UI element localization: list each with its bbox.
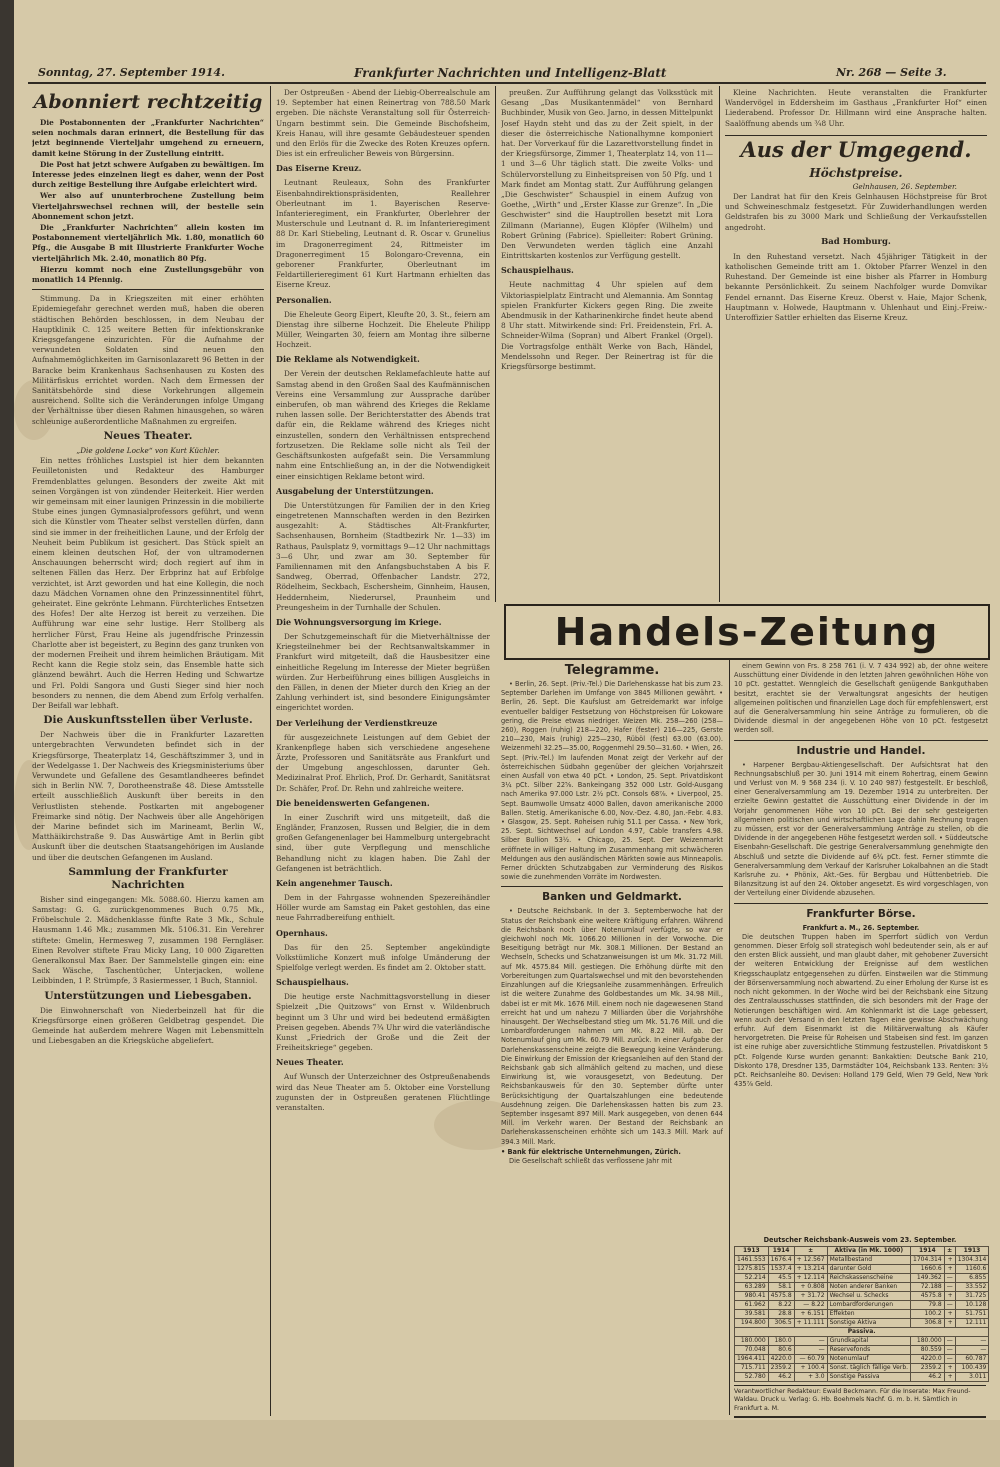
table-cell: 58.1 bbox=[768, 1283, 794, 1292]
table-cell: 28.8 bbox=[768, 1310, 794, 1319]
masthead-title: Frankfurter Nachrichten und Intelligenz-Blatt bbox=[354, 66, 667, 80]
table-cell: 6.855 bbox=[955, 1274, 989, 1283]
table-cell: + 6.151 bbox=[794, 1310, 827, 1319]
table-cell: Sonst. täglich fällige Verb. bbox=[827, 1364, 910, 1373]
honors-heading: Der Verleihung der Verdienstkreuze bbox=[276, 717, 438, 728]
table-cell: 1275.815 bbox=[735, 1265, 769, 1274]
subscribe-paragraph: Die Postabonnenten der „Frankfurter Nachrichten“ seien nochmals daran erinnert, die Bestellung für das jetzt beginnende Vierteljahr umgehend zu erneuern, damit keine Störung in der Zustellung eintritt. bbox=[32, 118, 264, 158]
table-cell: 72.188 bbox=[911, 1283, 945, 1292]
article-text: Die heutige erste Nachmittagsvorstellung in dieser Spielzeit „Die Quitzows“ von Ernst v. Wildenbruch beginnt um 3 Uhr und wird bei bedeutend ermäßigten Preisen gegeben. Abends 7¾ Uhr wird die vaterländische Kunst „Friedrich der Große und die Zeit der Freiheitskriege“ gegeben. bbox=[276, 992, 490, 1053]
masthead-page-info: Nr. 268 — Seite 3. bbox=[836, 66, 947, 79]
exchange-heading: Kein angenehmer Tausch. bbox=[276, 878, 393, 888]
article-text: Leutnant Reuleaux, Sohn des Frankfurter Eisenbahndirektionspräsidenten, Reallehrer Oberleutnant im 1. Bayerischen Reserve-Infanterieregiment, ein Frankfurter, Oberlehrer der Musterschule und Leutnant d. R. im Infanterieregiment 88 Dr. Karl Stiebeling, Leutnant d. R. Oscar v. Grunelius im Dragonerregiment 24, Rittmeister im Dragonerregiment 15 Bolongaro-Crevenna, ein geborener Frankfurter, Oberleutnant im Feldartillerieregiment 61 Kurt Hartmann erhielten das Eiserne Kreuz. bbox=[276, 178, 490, 290]
subscribe-paragraph: Wer also auf ununterbrochene Zustellung beim Vierteljahrswechsel rechnen will, der bestelle sein Abonnement schon jetzt. bbox=[32, 191, 264, 221]
table-cell: + bbox=[944, 1319, 955, 1328]
article-text: Stimmung. Da in Kriegszeiten mit einer erhöhten Epidemiegefahr gerechnet werden muß, haben die oberen städtischen Behörden beschlossen, in dem Neubau der Hauptklinik C. 125 weitere Betten für infektionskranke Kriegsgefangene einzurichten. Für die Aufnahme der verwundeten Soldaten sind neuen den Aufnahmemöglichkeiten im Garnisonlazarett 96 Betten in der Baracke beim Krankenhaus Sachsenhausen zu Kosten des Militärfiskus errichtet worden. Nach dem Ermessen der Sanitätsbehörde sind diese Vorkehrungen allgemein ausreichend. Sollte sich die Veränderungen infolge Umgang der Verhältnisse über diesen Rahmen hinausgehen, so wären schleunige außerordentliche Maßnahmen zu ergreifen. bbox=[32, 294, 264, 426]
table-cell: 1704.314 bbox=[911, 1256, 945, 1265]
region-heading: Aus der Umgegend. bbox=[740, 136, 972, 162]
table-header-cell: 1913 bbox=[955, 1247, 989, 1256]
newspaper-page bbox=[14, 0, 1000, 1467]
table-cell: Effekten bbox=[827, 1310, 910, 1319]
table-cell: 61.962 bbox=[735, 1301, 769, 1310]
table-cell: 79.8 bbox=[911, 1301, 945, 1310]
subscribe-heading: Abonniert rechtzeitig bbox=[33, 91, 263, 113]
table-cell: + 12.114 bbox=[794, 1274, 827, 1283]
table-cell: Sonstige Aktiva bbox=[827, 1319, 910, 1328]
housing-heading: Die Wohnungsversorgung im Kriege. bbox=[276, 616, 442, 627]
table-cell: 46.2 bbox=[911, 1373, 945, 1382]
table-cell: 10.128 bbox=[955, 1301, 989, 1310]
table-cell: Wechsel u. Schecks bbox=[827, 1292, 910, 1301]
table-cell: Lombardforderungen bbox=[827, 1301, 910, 1310]
table-title: Deutscher Reichsbank-Ausweis vom 23. September. bbox=[763, 1236, 957, 1244]
table-cell: 306.8 bbox=[911, 1319, 945, 1328]
table-cell: 52.214 bbox=[735, 1274, 769, 1283]
subscribe-notice bbox=[32, 118, 264, 285]
article-text: Der Landrat hat für den Kreis Gelnhausen Höchstpreise für Brot und Schweineschmalz festgesetzt. Für Zuwiderhandlungen werden Geldstrafen bis zu 3000 Mark und Schließung der Verkaufsstellen angedroht. bbox=[725, 192, 987, 232]
table-cell: 3.011 bbox=[955, 1373, 989, 1382]
play-heading: Schauspielhaus. bbox=[276, 977, 349, 988]
article-text: Bisher sind eingegangen: Mk. 5088.60. Hierzu kamen am Samstag: G. G. zurückgenommenes Buch 0.75 Mk., Fröbelschule 2. Mädchenklasse fünfte Rate 3 Mk., Schule Hausmann 1.46 Mk.; zusammen Mk. 5106.31. Ein Verehrer stiftete: Gmelin, Hermesweg 7, zusammen 198 Ferngläser. Einen Revolver stiftete Frau Micky Lang, 10 000 Zigaretten Generalkonsul Max Baer. Der Sammelstelle gingen ein: eine Sack Wäsche, Taschentücher, Unterjacken, wollene Leibbinden, 1 P. Strümpfe, 3 Rasiermesser, 1 Buch, Stanniol. bbox=[32, 894, 264, 986]
industry-heading: Industrie und Handel. bbox=[796, 744, 926, 757]
reichsbank-table-block bbox=[734, 1236, 986, 1436]
table-cell: 4575.8 bbox=[768, 1292, 794, 1301]
table-cell: 4220.0 bbox=[911, 1355, 945, 1364]
table-cell: 60.787 bbox=[955, 1355, 989, 1364]
table-cell: — 8.22 bbox=[794, 1301, 827, 1310]
table-header-cell: 1914 bbox=[768, 1247, 794, 1256]
table-cell: 1537.4 bbox=[768, 1265, 794, 1274]
column-divider bbox=[495, 86, 496, 602]
masthead-date: Sonntag, 27. September 1914. bbox=[38, 66, 225, 79]
article-text: Heute nachmittag 4 Uhr spielen auf dem Viktoriaspielplatz Eintracht und Alemannia. Am Sonntag spielen Frankfurter Kickers gegen Ring. Die zweite Abendmusik in der Katharinenkirche findet heute abend 8 Uhr statt. Mitwirkende sind: Frl. Freidenstein, Frl. A. Schneider-Wilma (Sopran) und Albert Frankel (Orgel). Die Vortragsfolge enthält Werke von Bach, Händel, Mendelssohn und Reger. Der Reinertrag ist für die Kriegsfürsorge bestimmt. bbox=[501, 280, 713, 372]
table-cell: + bbox=[944, 1256, 955, 1265]
table-cell: 45.5 bbox=[768, 1274, 794, 1283]
table-cell: + 13.214 bbox=[794, 1265, 827, 1274]
table-cell: 4220.0 bbox=[768, 1355, 794, 1364]
article-text: für ausgezeichnete Leistungen auf dem Gebiet der Krankenpflege haben sich verschiedene angesehene Ärzte, Professoren und Sanitätsräte aus Frankfurt und der Umgebung angeschlossen, darunter Geh. Medizinalrat Prof. Ehrlich, Prof. Dr. Gerhardt, Sanitätsrat Dr. Schäfer, Prof. Dr. Rehn und zahlreiche weitere. bbox=[276, 732, 490, 793]
telegram-text: • Berlin, 26. Sept. (Priv.-Tel.) Die Darlehenskasse hat bis zum 23. September Darlehen im Umfange von 3845 Millionen gewährt. • Berlin, 26. Sept. Die Kaufslust am Getreidemarkt war infolge eventueller baldiger Festsetzung von Höchstpreisen für Lokoware gering, die Preise etwas niedriger. Weizen Mk. 258—260 (258—260), Roggen (ruhig) 218—220, Hafer (fester) 216—225, Gerste 210—230, Mais (ruhig) 225—230, Rüböl (fest) 63.00 (63.00). Weizenmehl 32.25—35.00, Roggenmehl 29.50—31.60. • Wien, 26. Sept. (Priv.-Tel.) Im laufenden Monat zeigt der Verkehr auf der österreichischen Südbahn gegenüber der gleichen Vorjahrszeit einen Ausfall von etwa 40 pCt. • London, 25. Sept. Privatdiskont 3¼ pCt. Silber 22⅝. Bankeingang 352 000 Lstr. Gold-Ausgang nach Amerika 97.000 Lstr. 2½ pCt. Consols 68⅞. • Liverpool, 25. Sept. Baumwolle Umsatz 4000 Ballen, davon amerikanische 2000 Ballen. Stetig. Amerikanische 6.00, Nov.-Dez. 4.80, Jan.-Febr. 4.83. • Glasgow, 25. Sept. Roheisen ruhig 51.1 per Cassa. • New York, 25. Sept. Sichtwechsel auf London 4.97, Cable transfers 4.98. Silber Bullion 53½. • Chicago, 25. Sept. Der Weizenmarkt eröffnete in williger Haltung im Zusammenhang mit schwächeren Meldungen aus den ausländischen Märkten sowie aus Minneapolis. Ferner drückten Schutzabgaben zur Verminderung des Risikos sowie die zunehmenden Vorräte im Nordwesten. bbox=[501, 680, 723, 882]
section-rule bbox=[725, 135, 987, 136]
table-cell: — bbox=[955, 1337, 989, 1346]
table-cell: Noten anderer Banken bbox=[827, 1283, 910, 1292]
page-bottom-margin bbox=[14, 1420, 1000, 1467]
table-row bbox=[735, 1373, 989, 1382]
table-row bbox=[735, 1265, 989, 1274]
table-cell: + bbox=[944, 1364, 955, 1373]
table-cell: 70.048 bbox=[735, 1346, 769, 1355]
table-cell: 80.559 bbox=[911, 1346, 945, 1355]
table-cell: + 31.72 bbox=[794, 1292, 827, 1301]
table-cell: 306.5 bbox=[768, 1319, 794, 1328]
article-text: Der Ostpreußen - Abend der Liebig-Oberrealschule am 19. September hat einen Reinertrag von 788.50 Mark ergeben. Die nächste Veranstaltung soll für Österreich-Ungarn bestimmt sein. Die Gemeinde Bischofsheim, Kreis Hanau, will ihre gesamte Gebäudesteuer spenden und den Erlös für die Zwecke des Roten Kreuzes opfern. Dies ist ein erfreulicher Beweis von Bürgersinn. bbox=[276, 88, 490, 159]
table-cell: 8.22 bbox=[768, 1301, 794, 1310]
table-row bbox=[735, 1274, 989, 1283]
table-cell: — bbox=[794, 1346, 827, 1355]
table-cell: 715.711 bbox=[735, 1364, 769, 1373]
section-rule bbox=[32, 289, 264, 290]
table-cell: + bbox=[944, 1373, 955, 1382]
table-row bbox=[735, 1310, 989, 1319]
theater-subheading: „Die goldene Locke“ von Kurt Küchler. bbox=[76, 445, 220, 455]
collection-heading: Sammlung der Frankfurter Nachrichten bbox=[68, 865, 228, 891]
article-text: Der Nachweis über die in Frankfurter Lazaretten untergebrachten Verwundeten befindet sich in der Kriegsfürsorge, Theaterplatz 14, Geschäftszimmer 3, und in der Wedelgasse 1. Der Nachweis des Kriegsministeriums über Verwundete und Gefallene des Gesamtlandheeres befindet sich in Berlin NW. 7, Dorotheenstraße 48. Diese Amtsstelle erteilt ausschließlich Auskunft über bereits in den Verlustlisten stehende. Postkarten mit angebogener Freimarke sind nötig. Der Nachweis über alle Angehörigen der Marine befindet sich im Marineamt, Berlin W., Matthäikirchstraße 9. Das Auswärtige Amt in Berlin gibt Auskunft über die deutschen Staatsangehörigen im Auslande und über die deutschen Gefangenen im Ausland. bbox=[32, 730, 264, 862]
article-text: Die Eheleute Georg Eipert, Kleufte 20, 3. St., feiern am Dienstag ihre silberne Hochzeit. Die Eheleute Philipp Müller, Weingarten 30, feiern am Montag ihre silberne Hochzeit. bbox=[276, 309, 490, 350]
table-cell: 180.000 bbox=[911, 1337, 945, 1346]
table-header-cell: ± bbox=[944, 1247, 955, 1256]
article-text: Die deutschen Truppen haben im Sperrfort südlich von Verdun genommen. Dieser Erfolg soll strategisch wohl bedeutender sein, als er auf den ersten Blick aussieht, und man glaubt daher, mit gehobener Zuversicht der weiteren Entwicklung der Ereignisse auf dem westlichen Kriegsschauplatz entgegensehen zu dürfen. Einstweilen war die Stimmung der Börsenversammlung noch abwartend. Zu einer Erholung der Kurse ist es noch nicht gekommen. In der Woche wird bei der Reichsbank eine Sitzung des Zentralausschusses stattfinden, die sich besonders mit der Frage der Notierungen beschäftigen wird. Am Kohlenmarkt ist die Lage gebessert, wenn auch der Versand in den letzten Tagen eine gewisse Abschwächung erfuhr. Auf dem Eisenmarkt ist die Militärverwaltung als Käufer hervorgetreten. Die Preise für Roheisen und Stabeisen sind fest. Im ganzen ist eine ruhige aber zuversichtliche Stimmung festzustellen. Privatdiskont 5 pCt. Folgende Kurse wurden genannt: Bankaktien: Deutsche Bank 210, Diskonto 178, Dresdner 135, Darmstädter 104, Reichsbank 133. Renten: 3½ pCt. Reichsanleihe 80. Devisen: Holland 179 Geld, Wien 79 Geld, New York 435⅞ Geld. bbox=[734, 932, 988, 1089]
column-4-top bbox=[725, 88, 987, 602]
subscribe-paragraph: Die Post hat jetzt schwere Aufgaben zu bewältigen. Im Interesse jedes einzelnen liegt es daher, wenn der Post durch zeitige Bestellung ihre Aufgabe erleichtert wird. bbox=[32, 159, 264, 190]
column-1 bbox=[32, 88, 264, 1418]
table-cell: + bbox=[944, 1310, 955, 1319]
persons-heading: Personalien. bbox=[276, 294, 332, 305]
table-cell: 180.000 bbox=[735, 1337, 769, 1346]
table-row bbox=[735, 1355, 989, 1364]
table-cell: — bbox=[944, 1346, 955, 1355]
table-cell: 39.581 bbox=[735, 1310, 769, 1319]
table-cell: + 3.0 bbox=[794, 1373, 827, 1382]
table-row bbox=[735, 1364, 989, 1373]
handelszeitung-title: Handels-Zeitung bbox=[554, 610, 940, 654]
bourse-dateline: Frankfurt a. M., 26. September. bbox=[802, 923, 920, 932]
masthead-rule bbox=[28, 82, 986, 84]
table-body bbox=[735, 1256, 989, 1382]
table-header-cell: Aktiva (in Mk. 1000) bbox=[827, 1247, 910, 1256]
subscribe-paragraph: Hierzu kommt noch eine Zustellungsgebühr von monatlich 14 Pfennig. bbox=[32, 264, 264, 285]
table-cell: 1676.4 bbox=[768, 1256, 794, 1265]
prisoners-heading: Die beneidenswerten Gefangenen. bbox=[276, 797, 430, 808]
table-cell: — bbox=[794, 1337, 827, 1346]
article-text: Auf Wunsch der Unterzeichner des Ostpreußenabends wird das Neue Theater am 5. Oktober eine Vorstellung zugunsten der in Ostpreußen geratenen Flüchtlinge veranstalten. bbox=[276, 1072, 490, 1113]
table-cell: Sonstige Passiva bbox=[827, 1373, 910, 1382]
table-cell: + bbox=[944, 1292, 955, 1301]
table-cell: 2359.2 bbox=[768, 1364, 794, 1373]
comedy-heading: Schauspielhaus. bbox=[501, 265, 574, 276]
table-cell: 1160.6 bbox=[955, 1265, 989, 1274]
article-text: einem Gewinn von Frs. 8 258 761 (i. V. 7 434 992) ab, der ohne weitere Ausschüttung einer Dividende in den letzten Jahren gewöhnlichen Höhe von 10 pCt. gestattet. Wenngleich die Gesellschaft genügende Bankguthaben besitzt, erachtet sie der Verwaltungsrat angesichts der heutigen allgemeinen politischen und finanziellen Lage doch für empfehlenswert, erst auf die Generalversammlung hin seine Anträge zu formulieren, ob die Dividende diesmal in der angegebenen Höhe von 10 pCt. festgesetzt werden soll. bbox=[734, 662, 988, 735]
column-divider bbox=[729, 660, 730, 1415]
section-rule bbox=[501, 886, 723, 887]
dateline-homburg: Bad Homburg. bbox=[821, 236, 891, 247]
article-text: In den Ruhestand versetzt. Nach 45jähriger Tätigkeit in der katholischen Gemeinde tritt am 1. Oktober Pfarrer Wenzel in den Ruhestand. Der Gemeinde ist eine bisher als Pfarrer in Homburg bekannte Persönlichkeit. Zu seinem Nachfolger wurde Domvikar Fendel ernannt. Das Eiserne Kreuz. Oberst v. Haie, Major Schenk, Hauptmann v. Holwede, Hauptmann v. Uhlenhaut und Einj.-Freiw.-Unteroffizier Sattler erhielten das Eiserne Kreuz. bbox=[725, 251, 987, 323]
table-cell: Metallbestand bbox=[827, 1256, 910, 1265]
table-cell: 980.41 bbox=[735, 1292, 769, 1301]
table-cell: 149.362 bbox=[911, 1274, 945, 1283]
table-cell: 80.6 bbox=[768, 1346, 794, 1355]
article-text: Das für den 25. September angekündigte Volkstümliche Konzert muß infolge Umänderung der Spielfolge verlegt werden. Es findet am 2. Oktober statt. bbox=[276, 942, 490, 973]
elec-bank-heading: • Bank für elektrische Unternehmungen, Zürich. bbox=[501, 1147, 681, 1156]
table-cell: 51.751 bbox=[955, 1310, 989, 1319]
article-text: preußen. Zur Aufführung gelangt das Volksstück mit Gesang „Das Musikantenmädel“ von Bernhard Buchbinder, Musik von Geo. Jarno, in dessen Mittelpunkt Josef Haydn steht und das zu der Zeit spielt, in der dieser die österreichische Nationalhymne komponiert hat. Der Vorverkauf für die Lazarettvorstellung findet in der Kriegsfürsorge, Zimmer 1, Theaterplatz 14, von 11—1 und 3—6 Uhr täglich statt. Die zweite Volks- und Schülervorstellung zu Einheitspreisen von 50 Pfg. und 1 Mark findet am Montag statt. Zur Aufführung gelangen „Die Geschwister“ Schauspiel in einem Aufzug von Goethe, „Wirth“ und „Erster Klasse zur Grenze“. In „Die Geschwister“ sind die Hauptrollen besetzt mit Lora Zillmann (Marianne), Eugen Klöpfer (Wilhelm) und Robert Grüning (Fabrice). Spielleiter: Robert Grüning. Den Verwundeten werden täglich eine Anzahl Eintrittskarten kostenlos zur Verfügung gestellt. bbox=[501, 88, 713, 261]
losses-heading: Die Auskunftsstellen über Verluste. bbox=[43, 714, 253, 727]
table-header-cell: 1913 bbox=[735, 1247, 769, 1256]
article-text: Kleine Nachrichten. Heute veranstalten die Frankfurter Wandervögel in Eddersheim im Gasthaus „Frankfurter Hof“ einen Liederabend. Professor Dr. Hillmann wird eine Ansprache halten. Saalöffnung abends um ¾8 Uhr. bbox=[725, 88, 987, 128]
handelszeitung-banner bbox=[504, 604, 990, 660]
table-cell: + 100.4 bbox=[794, 1364, 827, 1373]
column-3-top bbox=[501, 88, 713, 602]
table-cell: Reichskassenscheine bbox=[827, 1274, 910, 1283]
article-text: Die Einwohnerschaft von Niederbeinzell hat für die Kriegsfürsorge einen größeren Geldbetrag gespendet. Die Gemeinde hat außerdem mehrere Wagen mit Lebensmitteln und Liebesgaben an die Kriegsküche abgeliefert. bbox=[32, 1005, 264, 1046]
table-header-row bbox=[735, 1247, 989, 1256]
section-rule bbox=[734, 903, 988, 904]
table-cell: 1660.6 bbox=[911, 1265, 945, 1274]
opera-heading: Opernhaus. bbox=[276, 927, 328, 938]
neues-theater-heading: Neues Theater. bbox=[276, 1057, 344, 1068]
table-cell: + 0.808 bbox=[794, 1283, 827, 1292]
support-heading: Unterstützungen und Liebesgaben. bbox=[44, 989, 252, 1002]
table-row bbox=[735, 1256, 989, 1265]
table-cell: — bbox=[944, 1337, 955, 1346]
table-subtitle-row bbox=[735, 1328, 989, 1337]
table-cell: Reservefonds bbox=[827, 1346, 910, 1355]
table-cell: 63.289 bbox=[735, 1283, 769, 1292]
article-text: • Deutsche Reichsbank. In der 3. Septemberwoche hat der Status der Reichsbank eine weitere Kräftigung erfahren. Während die Reichsbank noch über Notenumlauf verfügte, so war er gleichwohl noch Mk. 1066.20 Millionen in der Vorwoche. Die Beseitigung beträgt nur Mk. 308.1 Millionen. Der Bestand an Wechseln, Schecks und Schatzanweisungen ist um Mk. 31.72 Mill. auf Mk. 4575.84 Mill. gestiegen. Die Erhöhung dürfte mit den Vorbereitungen zum Quartalswechsel und mit den bevorstehenden Einzahlungen auf die Kriegsanleihe zusammenhängen. Erfreulich ist die weitere Zunahme des Goldbestandes um Mk. 34.98 Mill., dabei ist er mit Mk. 1676 Mill. einem noch nie dagewesenen Stand erreicht hat und um nahezu 7 Milliarden über die Vorjahrshöhe hinausgeht. Der Wechselbestand stieg um Mk. 51.76 Mill. und die Lombardforderungen nahmen um Mk. 8.22 Mill. ab. Der Notenumlauf ging um Mk. 60.79 Mill. zurück. In einer Aufgabe der Darlehenskassenscheine zeigte die Bewegung keine Veränderung. Die Einwirkung der Emission der Kriegsanleihen auf den Stand der Reichsbank gab sich allmählich geltend zu machen, und diese Einwirkung ist, wie vorausgesetzt, von Bedeutung. Der Reichsbankausweis für den 30. September dürfte unter Berücksichtigung der Quartalszahlungen eine bedeutende Ausdehnung zeigen. Die Darlehenskassen hatten bis zum 23. September insgesamt 897 Mill. Mark ausgegeben, von denen 644 Mill. im Verkehr waren. Der Bestand der Reichsbank an Darlehenskassenscheinen erhöhte sich um 143.3 Mill. Mark auf 394.3 Mill. Mark. bbox=[501, 907, 723, 1146]
article-text: • Harpener Bergbau-Aktiengesellschaft. Der Aufsichtsrat hat den Rechnungsabschluß per 30. Juni 1914 mit einem Rohertrag, einem Gewinn und Verlust von M. 9 568 234 (i. V. 10 240 987) festgestellt. Er beschloß, einer Generalversammlung am 19. Dezember 1914 zu unterbreiten. Der erzielte Gewinn gestattet die Ausschüttung einer Dividende in der im Vorjahr genommenen Höhe von 10 pCt. Bei der sehr gesteigerten allgemeinen politischen und wirtschaftlichen Lage dahin Rechnung tragen zu müssen, erst vor der Generalversammlung Anträge zu stellen, ob die Dividende in der angegebenen Höhe festgesetzt werden soll. • Süddeutsche Eisenbahn-Gesellschaft. Die gestrige Generalversammlung genehmigte den Abschluß und setzte die Dividende auf 6¾ pCt. fest. Ferner stimmte die Generalversammlung dem Verkauf der Karlsruher Lokalbahnen an die Stadt Karlsruhe zu. • Phönix, Akt.-Ges. für Bergbau und Hüttenbetrieb. Die Bilanzsitzung ist auf den 24. Oktober angesetzt. Es wird vorgeschlagen, von der Verteilung einer Dividende abzusehen. bbox=[734, 760, 988, 898]
table-cell: 100.2 bbox=[911, 1310, 945, 1319]
theater-heading: Neues Theater. bbox=[103, 429, 193, 442]
table-cell: — bbox=[944, 1283, 955, 1292]
table-row bbox=[735, 1301, 989, 1310]
article-text: Der Schutzgemeinschaft für die Mietverhältnisse der Kriegsteilnehmer bei der Rechtsanwaltskammer in Frankfurt wird mitgeteilt, daß die Hausbesitzer eine einheitliche Regelung im Interesse der Mieter begrüßen würden. Zur Herbeiführung eines billigen Ausgleichs in den Fällen, in denen der Mieter durch den Krieg an der Zahlung verhindert ist, sind besondere Einigungsämter eingerichtet worden. bbox=[276, 631, 490, 713]
table-cell: — bbox=[955, 1346, 989, 1355]
table-cell: 52.780 bbox=[735, 1373, 769, 1382]
ads-heading: Die Reklame als Notwendigkeit. bbox=[276, 354, 420, 365]
table-cell: 12.111 bbox=[955, 1319, 989, 1328]
table-subtitle: Passiva. bbox=[735, 1328, 989, 1337]
article-text: Ein nettes fröhliches Lustspiel ist hier dem bekannten Feuilletonisten und Redakteur des Hamburger Fremdenblattes gelungen. Besonders der zweite Akt mit seinen Vorgängen ist von zündender Heiterkeit. Hier werden wir gemeinsam mit einer launigen Prinzessin in die mobilierte Stube eines jungen Gymnasialprofessors geführt, und wenn sich die Künstler vom Theater selbst verstellen dürfen, dann sind sie immer in der freiheitlichen Laune, und der Erfolg der Neuheit beim Publikum ist gesichert. Das Stück spielt an einem kleinen deutschen Hof, der von ultramodernen Anschauungen beherrscht wird; doch regiert auf ihm in seltenen Fällen das Herz. Der Erbprinz hat auf Erbfolge verzichtet, ist Arzt geworden und hat eine Kollegin, die noch dazu Mädchen Vornamen ohne den Prinzessinnentitel führt, geheiratet. Eine gekrönte Lehmann. Fürchterliches Entsetzen des Hofes! Der alte Herzog ist bereit zu verzeihen. Die Aufführung war eine sehr lustige. Herr Stollberg als herrlicher Fürst, Frau Heine als jugendfrische Prinzessin Charlotte aber ist begeistert, zu Beginn des ganz trunken von der modernen Freiheit und ihrem heimlichen Bräutigam. Mit Recht kann die Regie stolz sein, das Ensemble hatte sich glänzend bewährt. Auch die Herren Heding und Schwartze und Frl. Poldi Sangora und Gusti Sieger sind hier noch besonders zu nennen, die dem Abend zum Erfolg verhalfen. Der Beifall war lebhaft. bbox=[32, 456, 264, 710]
column-divider bbox=[719, 86, 720, 602]
iron-cross-heading: Das Eiserne Kreuz. bbox=[276, 163, 362, 174]
article-text: Der Verein der deutschen Reklamefachleute hatte auf Samstag abend in den Großen Saal des Kaufmännischen Vereins eine Versammlung zur Aussprache darüber einberufen, ob man während des Krieges die Reklame ruhen lassen solle. Der Berichterstatter des Abends trat dafür ein, die Reklame während des Krieges nicht einzustellen, sondern den Verhältnissen entsprechend fortzusetzen. Die Reklame solle nicht als Teil der Geschäftsunkosten aufgefaßt sein. Die Versammlung nahm eine Entschließung an, in der die Notwendigkeit einer einsichtigen Reklame betont wird. bbox=[276, 369, 490, 481]
table-row bbox=[735, 1283, 989, 1292]
article-text: Die Gesellschaft schließt das verflossene Jahr mit bbox=[509, 1156, 673, 1165]
article-text: In einer Zuschrift wird uns mitgeteilt, daß die Engländer, Franzosen, Russen und Belgier, die in dem großen Gefangenenlager bei Hammelburg untergebracht sind, über gute Verpflegung und menschliche Behandlung nicht zu klagen haben. Die Zahl der Gefangenen ist beträchtlich. bbox=[276, 812, 490, 873]
table-cell: 46.2 bbox=[768, 1373, 794, 1382]
article-text: Dem in der Fahrgasse wohnenden Spezereihändler Höller wurde am Samstag ein Paket gestohlen, das eine neue Fahrradbereifung enthielt. bbox=[276, 893, 490, 923]
table-cell: 1461.553 bbox=[735, 1256, 769, 1265]
bourse-heading: Frankfurter Börse. bbox=[806, 907, 916, 920]
column-divider bbox=[270, 86, 271, 1416]
table-cell: 2359.2 bbox=[911, 1364, 945, 1373]
table-cell: 4575.8 bbox=[911, 1292, 945, 1301]
column-2 bbox=[276, 88, 490, 1418]
table-cell: + bbox=[944, 1265, 955, 1274]
imprint: Verantwortlicher Redakteur: Ewald Beckmann. Für die Inserate: Max Freund-Waldau. Druck u. Verlag: G. Hb. Boehmels Nachf. G. m. b. H. Sämtlich in Frankfurt a. M. bbox=[734, 1385, 986, 1413]
table-cell: Notenumlauf bbox=[827, 1355, 910, 1364]
reichsbank-table bbox=[734, 1246, 989, 1382]
table-cell: + 12.567 bbox=[794, 1256, 827, 1265]
table-cell: 194.800 bbox=[735, 1319, 769, 1328]
table-row bbox=[735, 1346, 989, 1355]
table-cell: — bbox=[944, 1274, 955, 1283]
table-row bbox=[735, 1292, 989, 1301]
subscribe-paragraph: Die „Frankfurter Nachrichten“ allein kosten im Postabonnement vierteljährlich Mk. 1.80, monatlich 60 Pfg., die Ausgabe B mit Illustrierte Frankfurter Woche vierteljährlich Mk. 2.40, monatlich 80 Pfg. bbox=[32, 223, 264, 263]
issue-heading: Ausgabelung der Unterstützungen. bbox=[276, 485, 434, 496]
banks-heading: Banken und Geldmarkt. bbox=[542, 891, 682, 904]
table-cell: 1964.411 bbox=[735, 1355, 769, 1364]
article-text: Die Unterstützungen für Familien der in den Krieg eingetretenen Mannschaften werden in den Bezirken ausgezahlt: A. Städtisches Alt-Frankfurter, Sachsenhausen, Bornheim (Stadtbezirk Nr. 1—33) im Rathaus, Paulsplatz 9, vormittags 9—12 Uhr nachmittags 3—6 Uhr, und zwar am 30. September für Familiennamen mit den Anfangsbuchstaben A bis F. Sandweg, Oberrad, Offenbacher Landstr. 272, Rödelheim, Seckbach, Eschersheim, Ginnheim, Hausen, Heddernheim, Niederursel, Praunheim und Preungesheim in der Turnhalle der Schulen. bbox=[276, 500, 490, 612]
table-row bbox=[735, 1319, 989, 1328]
table-cell: 33.552 bbox=[955, 1283, 989, 1292]
table-cell: darunter Gold bbox=[827, 1265, 910, 1274]
table-cell: 31.725 bbox=[955, 1292, 989, 1301]
table-cell: 100.439 bbox=[955, 1364, 989, 1373]
table-cell: — 60.79 bbox=[794, 1355, 827, 1364]
table-row bbox=[735, 1337, 989, 1346]
table-header-cell: 1914 bbox=[911, 1247, 945, 1256]
table-cell: + 11.111 bbox=[794, 1319, 827, 1328]
section-rule bbox=[734, 740, 988, 741]
table-cell: 180.0 bbox=[768, 1337, 794, 1346]
column-3-bottom bbox=[501, 662, 723, 1416]
table-cell: — bbox=[944, 1355, 955, 1364]
table-cell: Grundkapital bbox=[827, 1337, 910, 1346]
table-header-cell: ± bbox=[794, 1247, 827, 1256]
table-cell: — bbox=[944, 1301, 955, 1310]
hoechst-heading: Höchstpreise. bbox=[809, 165, 903, 180]
table-cell: 1304.314 bbox=[955, 1256, 989, 1265]
dateline: Gelnhausen, 26. September. bbox=[852, 181, 957, 191]
telegrams-heading: Telegramme. bbox=[564, 663, 660, 678]
